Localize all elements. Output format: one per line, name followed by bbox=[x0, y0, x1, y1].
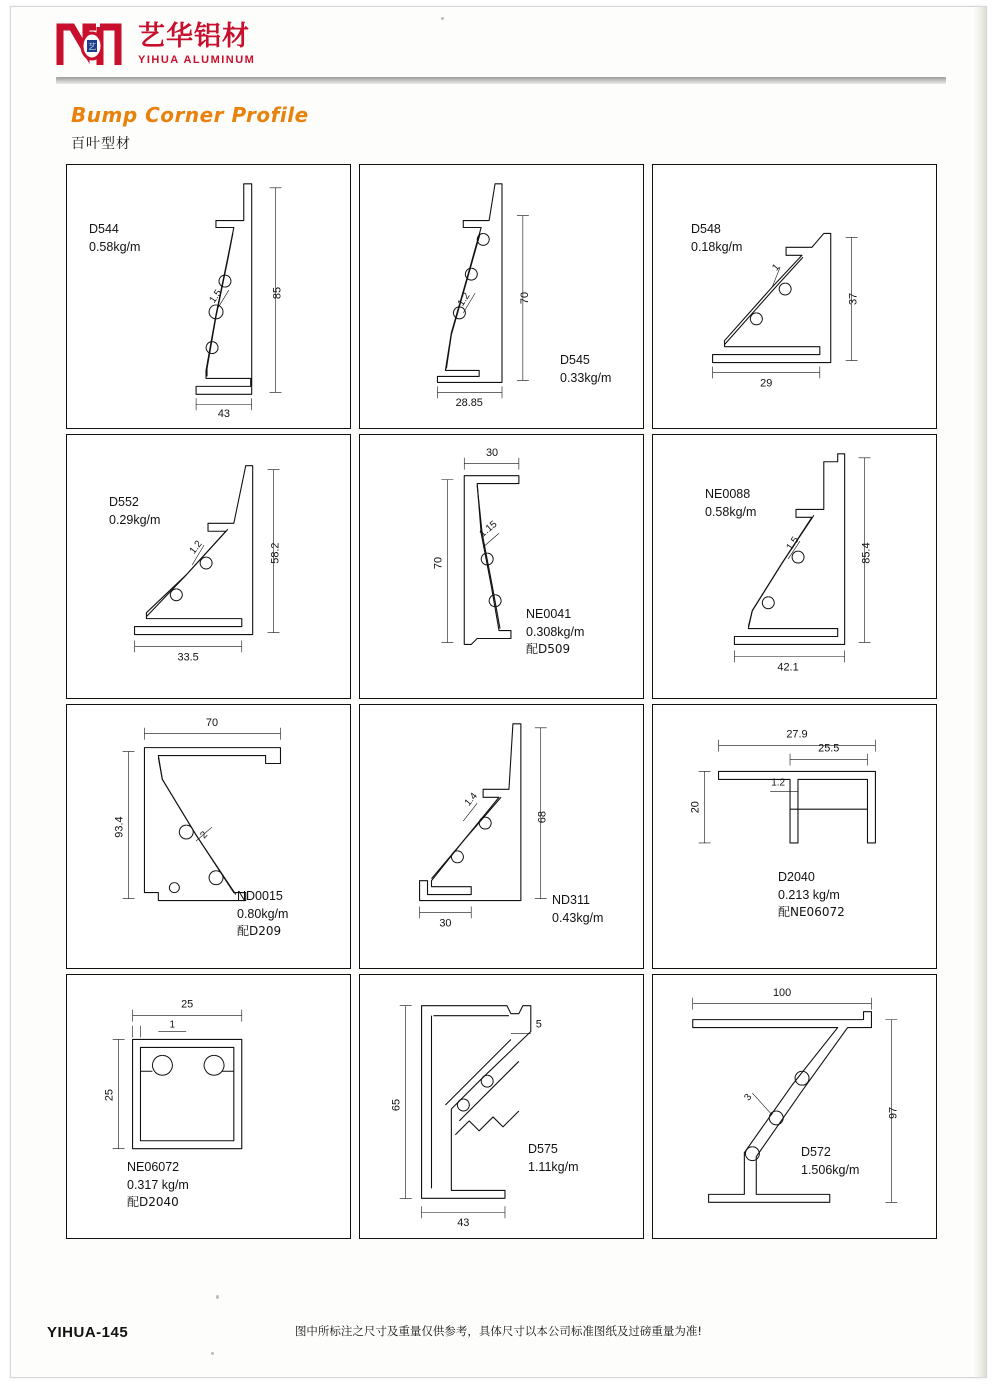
svg-text:1.5: 1.5 bbox=[784, 534, 802, 553]
profile-caption-nd311 bbox=[552, 891, 603, 927]
profile-code: ND0015 bbox=[237, 889, 283, 903]
profile-code: NE0088 bbox=[705, 487, 751, 501]
svg-text:5: 5 bbox=[535, 1018, 542, 1031]
profile-weight: 0.213 kg/m bbox=[778, 888, 840, 903]
profile-weight: 0.29kg/m bbox=[109, 513, 161, 528]
svg-text:3: 3 bbox=[742, 1091, 755, 1104]
profile-grid bbox=[66, 164, 941, 1239]
profile-cell-d545 bbox=[359, 164, 644, 429]
svg-text:93.4: 93.4 bbox=[113, 816, 126, 838]
svg-text:1.5: 1.5 bbox=[207, 287, 225, 306]
svg-text:42.1: 42.1 bbox=[777, 661, 799, 674]
page-spine bbox=[972, 7, 986, 1377]
svg-text:1.2: 1.2 bbox=[187, 538, 205, 557]
profile-cell-d572 bbox=[652, 974, 937, 1239]
svg-text:97: 97 bbox=[887, 1106, 900, 1120]
profile-weight: 0.80kg/m bbox=[237, 907, 289, 922]
svg-text:1.4: 1.4 bbox=[462, 790, 480, 809]
profile-caption-d552 bbox=[109, 493, 160, 529]
svg-text:68: 68 bbox=[536, 811, 549, 824]
profile-code: NE0041 bbox=[526, 607, 572, 621]
profile-caption-d548 bbox=[691, 220, 742, 256]
svg-text:37: 37 bbox=[847, 292, 860, 306]
page-speck bbox=[211, 1352, 214, 1355]
page-footer-note: 图中所标注之尺寸及重量仅供参考，具体尺寸以本公司标准图纸及过磅重量为准! bbox=[294, 1324, 703, 1338]
profile-weight: 1.11kg/m bbox=[528, 1160, 579, 1175]
page-footer-code: YIHUA-145 bbox=[47, 1324, 129, 1341]
page-header bbox=[11, 7, 986, 85]
profile-weight: 0.58kg/m bbox=[89, 240, 141, 255]
page-speck bbox=[441, 17, 444, 20]
profile-caption-ne06072 bbox=[127, 1158, 189, 1212]
profile-cell-nd311 bbox=[359, 704, 644, 969]
profile-weight: 1.506kg/m bbox=[801, 1163, 860, 1178]
profile-match: 配D509 bbox=[526, 642, 571, 657]
profile-match: 配NE06072 bbox=[778, 905, 845, 920]
svg-text:1.2: 1.2 bbox=[455, 290, 473, 309]
profile-cell-ne0088 bbox=[652, 434, 937, 699]
profile-cell-d544 bbox=[66, 164, 351, 429]
svg-text:2: 2 bbox=[198, 829, 211, 842]
profile-code: D548 bbox=[691, 222, 721, 236]
profile-weight: 0.43kg/m bbox=[552, 911, 604, 926]
profile-caption-d545 bbox=[560, 351, 611, 387]
profile-caption-ne0041 bbox=[526, 605, 584, 659]
svg-text:70: 70 bbox=[518, 291, 531, 305]
catalog-page bbox=[10, 6, 987, 1378]
page-speck bbox=[216, 1295, 219, 1299]
profile-code: D572 bbox=[801, 1145, 831, 1159]
header-divider bbox=[56, 77, 946, 84]
page-title-cn: 百叶型材 bbox=[71, 136, 131, 152]
profile-weight: 0.317 kg/m bbox=[127, 1178, 189, 1193]
svg-text:28.85: 28.85 bbox=[455, 397, 483, 410]
profile-weight: 0.308kg/m bbox=[526, 625, 585, 640]
profile-cell-d552 bbox=[66, 434, 351, 699]
profile-weight: 0.18kg/m bbox=[691, 240, 743, 255]
svg-text:30: 30 bbox=[485, 446, 499, 459]
profile-cell-nd0015 bbox=[66, 704, 351, 969]
profile-code: ND311 bbox=[552, 893, 590, 907]
svg-text:1: 1 bbox=[169, 1019, 176, 1031]
profile-caption-ne0088 bbox=[705, 485, 756, 521]
svg-text:70: 70 bbox=[205, 716, 219, 729]
brand-logo bbox=[56, 21, 255, 67]
profile-code: D552 bbox=[109, 495, 139, 509]
profile-cell-ne06072 bbox=[66, 974, 351, 1239]
svg-text:1: 1 bbox=[770, 261, 783, 274]
profile-weight: 0.33kg/m bbox=[560, 371, 612, 386]
svg-text:58.2: 58.2 bbox=[269, 542, 282, 564]
profile-caption-d575 bbox=[528, 1140, 579, 1176]
svg-text:100: 100 bbox=[772, 986, 792, 999]
profile-code: D575 bbox=[528, 1142, 558, 1156]
profile-cell-d2040 bbox=[652, 704, 937, 969]
svg-text:艺: 艺 bbox=[88, 42, 96, 52]
brand-name-cn: 艺华铝材 bbox=[138, 20, 250, 52]
profile-code: D2040 bbox=[778, 870, 815, 884]
svg-text:85.4: 85.4 bbox=[860, 542, 873, 564]
logo-mark-icon bbox=[56, 21, 128, 67]
svg-text:85: 85 bbox=[271, 286, 284, 300]
svg-text:25: 25 bbox=[181, 998, 194, 1011]
svg-text:43: 43 bbox=[217, 408, 230, 421]
profile-caption-d2040 bbox=[778, 868, 845, 922]
svg-text:1.15: 1.15 bbox=[477, 518, 500, 540]
profile-cell-d548 bbox=[652, 164, 937, 429]
svg-text:25: 25 bbox=[103, 1089, 116, 1102]
svg-text:65: 65 bbox=[390, 1098, 403, 1112]
profile-caption-d544 bbox=[89, 220, 140, 256]
profile-caption-d572 bbox=[801, 1143, 859, 1179]
svg-text:70: 70 bbox=[432, 556, 445, 570]
svg-text:43: 43 bbox=[457, 1217, 470, 1230]
svg-text:20: 20 bbox=[689, 801, 702, 814]
profile-match: 配D209 bbox=[237, 924, 282, 939]
profile-code: D545 bbox=[560, 353, 590, 367]
svg-text:25.5: 25.5 bbox=[818, 742, 840, 755]
svg-text:30: 30 bbox=[439, 917, 452, 930]
profile-cell-ne0041 bbox=[359, 434, 644, 699]
profile-caption-nd0015 bbox=[237, 887, 288, 941]
svg-text:33.5: 33.5 bbox=[177, 651, 199, 664]
svg-text:27.9: 27.9 bbox=[786, 728, 808, 741]
svg-text:29: 29 bbox=[760, 377, 773, 390]
page-title-en: Bump Corner Profile bbox=[71, 103, 309, 127]
profile-code: NE06072 bbox=[127, 1160, 180, 1174]
profile-cell-d575 bbox=[359, 974, 644, 1239]
profile-code: D544 bbox=[89, 222, 119, 236]
profile-weight: 0.58kg/m bbox=[705, 505, 757, 520]
brand-name-en: YIHUA ALUMINUM bbox=[138, 53, 256, 66]
svg-text:1.2: 1.2 bbox=[771, 777, 786, 789]
profile-match: 配D2040 bbox=[127, 1195, 179, 1210]
